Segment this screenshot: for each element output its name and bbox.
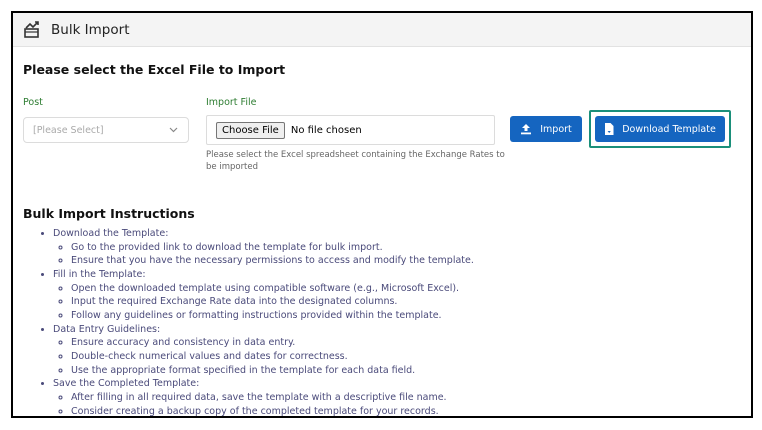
instruction-item xyxy=(53,227,743,268)
import-file-hint: Please select the Excel spreadsheet containing the Exchange Rates to be imported xyxy=(206,150,505,172)
download-template-label: Download Template xyxy=(622,123,716,135)
instruction-subitem: ◦ Follow any guidelines or formatting instructions provided within the template. xyxy=(71,309,743,323)
file-download-icon xyxy=(604,123,614,135)
instruction-label: Fill in the Template: xyxy=(53,268,146,280)
instruction-subitem: ◦ Use the appropriate format specified in the template for each data field. xyxy=(71,364,743,378)
download-template-button[interactable] xyxy=(595,116,725,142)
instruction-subitem: ◦ Ensure that you have the necessary permissions to access and modify the template. xyxy=(71,254,743,268)
instruction-subitem: ◦ Open the downloaded template using compatible software (e.g., Microsoft Excel). xyxy=(71,282,743,296)
instructions-list xyxy=(23,227,743,418)
bulk-import-panel xyxy=(11,11,753,418)
instruction-label: Data Entry Guidelines: xyxy=(53,323,161,335)
instruction-item xyxy=(53,377,743,418)
upload-icon xyxy=(520,123,532,135)
import-chart-icon xyxy=(23,21,41,39)
page-title: Bulk Import xyxy=(51,21,130,38)
file-status-text: No file chosen xyxy=(290,124,362,136)
post-select[interactable] xyxy=(23,117,189,143)
post-select-value: [Please Select] xyxy=(33,124,104,136)
instruction-item xyxy=(53,323,743,378)
instruction-subitem: ◦ Double-check numerical values and dates for correctness. xyxy=(71,350,743,364)
instruction-subitem: ◦ Input the required Exchange Rate data into the designated columns. xyxy=(71,295,743,309)
form-section-title: Please select the Excel File to Import xyxy=(23,62,286,77)
choose-file-button[interactable]: Choose File xyxy=(216,122,285,139)
instruction-subitem: ◦ After filling in all required data, save the template with a descriptive file name. xyxy=(71,391,743,405)
import-file-input[interactable] xyxy=(206,115,495,145)
import-button-label: Import xyxy=(540,123,572,135)
chevron-down-icon xyxy=(169,125,178,134)
instruction-item xyxy=(53,268,743,323)
instructions-title: Bulk Import Instructions xyxy=(23,206,195,221)
post-label: Post xyxy=(23,97,43,108)
import-button[interactable] xyxy=(510,116,582,142)
instruction-subitem: ◦ Ensure accuracy and consistency in data entry. xyxy=(71,336,743,350)
instruction-subitem: ◦ Consider creating a backup copy of the completed template for your records. xyxy=(71,405,743,418)
instruction-label: Download the Template: xyxy=(53,228,169,239)
instruction-subitem: ◦ Go to the provided link to download the template for bulk import. xyxy=(71,241,743,255)
instruction-label: Save the Completed Template: xyxy=(53,378,200,390)
import-file-label: Import File xyxy=(206,97,257,108)
panel-header xyxy=(13,13,751,47)
